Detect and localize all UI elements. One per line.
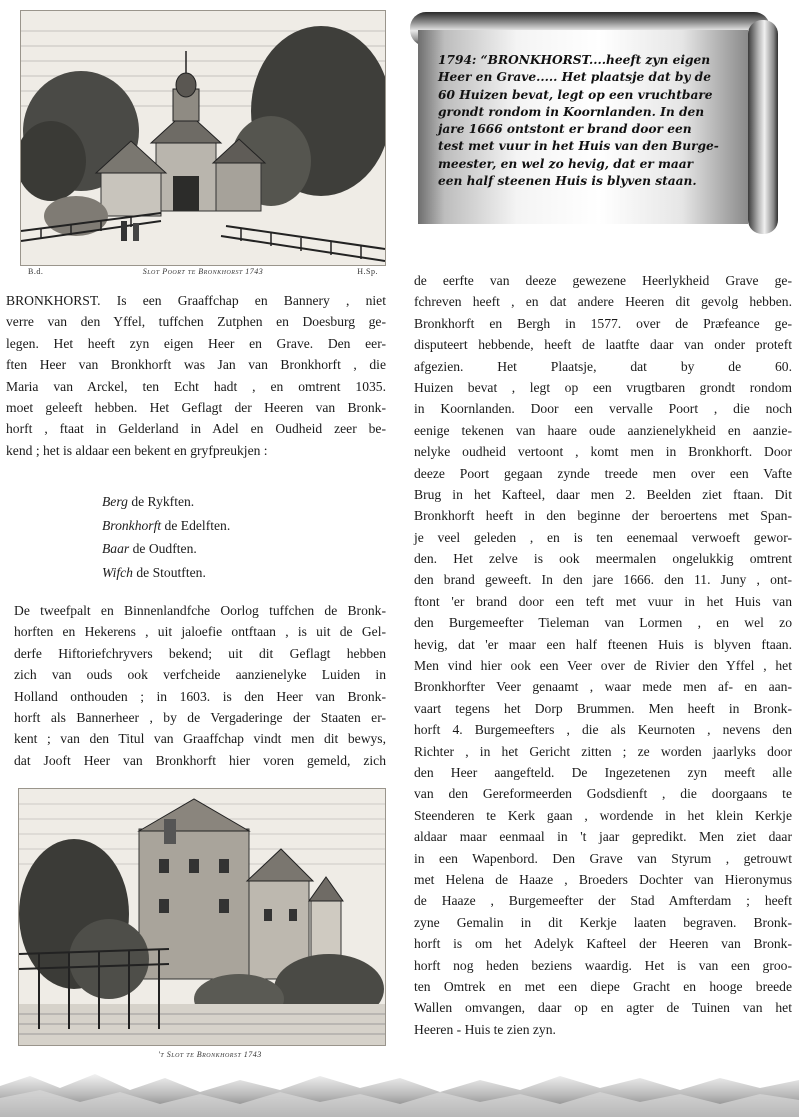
- text-line: Huizen bevat , legt op een vrugtbaren grondt rondom: [414, 379, 792, 395]
- text-line: horft , ftaat in Gelderland in Adel en Oudheid zeer be-: [6, 421, 386, 437]
- text-line: Maria van Arckel, ten Echt hadt , en omtrent 1035.: [6, 378, 386, 394]
- text-line: de eerfte van deeze gewezene Heerlykheid Grave ge-: [414, 273, 792, 288]
- scroll-line: test met vuur in het Huis van den Burge-: [438, 139, 719, 154]
- scroll-line: Heer en Grave..... Het plaatsje dat by de: [438, 70, 711, 85]
- motto-name: Wifch: [102, 564, 133, 580]
- text-line: Heeren - Huis te zien zyn.: [414, 1021, 556, 1037]
- scroll-line: 1794: “BRONKHORST....heeft zyn eigen: [438, 53, 711, 67]
- motto-name: Berg: [102, 494, 128, 509]
- motto-verse: [102, 490, 230, 584]
- text-line: nelyke oudheid vertoont , komt men in Bronkhorft. Door: [414, 444, 792, 460]
- scroll-line: grondt rondom in Koornlanden. In den: [438, 104, 705, 119]
- text-line: verre van den Yffel, tuffchen Zutphen en Doesburg ge-: [6, 314, 386, 330]
- text-line: eenige tekenen van haare oude aanzienelykheid en aanzie-: [414, 422, 792, 438]
- motto-rest: de Oudften.: [129, 541, 197, 556]
- motto-rest: de Edelften.: [161, 517, 231, 533]
- motto-name: Bronkhorft: [102, 517, 162, 533]
- text-line: in een Wapenbord. Den Grave van Styrum , getrouwt: [414, 850, 792, 866]
- text-line: den Burgemeefter Tieleman van Lormen , en wel zo: [414, 615, 792, 631]
- torn-paper-edge: [0, 1068, 799, 1117]
- text-line: Brug in het Kafteel, daar men 2. Beelden ziet ftaan. Dit: [414, 486, 792, 502]
- left-column-paragraph-1: [6, 290, 386, 461]
- text-line: Men vind hier ook een Veer over de Rivier den Yffel , het: [414, 658, 792, 674]
- text-line: BRONKHORST. Is een Graaffchap en Bannery , niet: [6, 293, 386, 308]
- text-line: den Heer aangefteld. De Ingezetenen zyn meeft alle: [414, 764, 792, 780]
- caption-title: 't Slot te Bronkhorst 1743: [158, 1050, 262, 1059]
- text-line: disputeert hebbende, heeft de laatfte daar van onder proteft: [414, 337, 792, 353]
- text-line: van den Gereformeerden Godsdienft , die doorgaans te: [414, 786, 792, 802]
- text-line: afgezien. Het Plaatsje, dat by de 60.: [414, 358, 792, 374]
- scroll-roll-right: [748, 20, 778, 234]
- left-column-paragraph-2: [14, 600, 386, 771]
- caption-left: B.d.: [28, 267, 44, 276]
- scroll-line: meester, en wel zo hevig, dat er maar: [438, 156, 694, 171]
- text-line: in Koornlanden. Door een vervalle Poort , die noch: [414, 401, 792, 417]
- text-line: aldaar maar eenmaal in 't jaar gepredikt. Men ziet daar: [414, 829, 792, 845]
- text-line: de Haaze , Burgemeefter der Stad Amfterdam ; heeft: [414, 893, 792, 909]
- text-line: horft als Bannerheer , by de Vergaderinge der Staaten er-: [14, 709, 386, 725]
- text-line: ten Omtrek en met een diepe Gracht en hooge breede: [414, 978, 792, 994]
- text-line: horft is om het Adelyk Kafteel der Heeren van Bronk-: [414, 936, 792, 952]
- engraving-top-caption: [28, 267, 378, 279]
- text-line: horft nog heden beziens waardig. Het is van een groo-: [414, 957, 792, 973]
- text-line: horft 4. Burgemeefters , die als Keurnoten , nevens den: [414, 722, 792, 738]
- text-line: Wallen omvangen, daar op en agter de Tuinen van het: [414, 1000, 792, 1016]
- engraving-bottom-caption: [80, 1050, 340, 1062]
- text-line: zyne Gemalin in dit Kerkje laaten begraven. Bronk-: [414, 914, 792, 930]
- text-line: den. Het zelve is ook meermalen ongelukkig omtrent: [414, 551, 792, 567]
- text-line: den brand geweeft. In den jare 1666. den 11. Juny , ont-: [414, 572, 792, 588]
- text-line: deeze Poort gegaan zynde treede men over een Vafte: [414, 465, 792, 481]
- text-line: kend ; het is aldaar een bekent en gryfpreukjen :: [6, 442, 268, 458]
- caption-right: H.Sp.: [357, 267, 378, 276]
- motto-line: [102, 537, 230, 561]
- text-line: hevig, dat 'er maar een half fteenen Huis is blyven ftaan.: [414, 636, 792, 652]
- engraving-slot-bronkhorst: [18, 788, 386, 1046]
- text-line: met Helena de Haaze , Broeders Dochter van Hieronymus: [414, 871, 792, 887]
- castle-illustration: [19, 789, 385, 1045]
- text-line: Steenderen te Kerk gaan , wordende in het klein Kerkje: [414, 807, 792, 823]
- text-line: vaart tegens het Dorp Brummen. Men heeft in Bronk-: [414, 700, 792, 716]
- scroll-quote-text: [438, 52, 746, 190]
- motto-rest: de Rykften.: [127, 494, 195, 509]
- text-line: ften Heer van Bronkhorft was Jan van Bronkhorft , die: [6, 357, 386, 373]
- scroll-line: 60 Huizen bevat, legt op een vruchtbare: [438, 87, 713, 102]
- text-line: kent ; van den Titul van Graaffchap vindt men dit bewys,: [14, 731, 386, 747]
- text-line: zich van ouds ook verfcheide aanzienelyke Luiden in: [14, 667, 386, 683]
- motto-name: Baar: [102, 541, 130, 556]
- text-line: Holland onthouden ; in 1603. is den Heer van Bronk-: [14, 688, 386, 704]
- motto-line: [102, 490, 230, 514]
- gatehouse-illustration: [21, 11, 385, 265]
- text-line: dat Jooft Heer van Bronkhorft hier voren gemeld, zich: [14, 752, 386, 768]
- motto-line: [102, 561, 230, 585]
- text-line: De tweefpalt en Binnenlandfche Oorlog tuffchen de Bronk-: [14, 603, 386, 618]
- motto-line: [102, 514, 230, 538]
- text-line: Richter , in het Gericht zitten ; ze worden jaarlyks door: [414, 743, 792, 759]
- engraving-slot-poort: [20, 10, 386, 266]
- text-line: Bronkhorfter Veer genaamt , waar mede men af- en aan-: [414, 679, 792, 695]
- text-line: fchreven heeft , en dat andere Heeren dit gevolg hebben.: [414, 294, 792, 310]
- text-line: derfe Hiftoriefchryvers bekend; uit dit Geflagt hebben: [14, 645, 386, 661]
- text-line: Bronkhorft heeft in den beginne der beroertens met Span-: [414, 508, 792, 524]
- text-line: moet geleeft hebben. Het Geflagt der Heeren van Bronk-: [6, 399, 386, 415]
- caption-title: Slot Poort te Bronkhorst 1743: [142, 267, 264, 276]
- text-line: Bronkhorft en Bergh in 1577. over de Præfeance ge-: [414, 315, 792, 331]
- motto-rest: de Stoutften.: [132, 564, 206, 580]
- text-line: legen. Het heeft zyn eigen Heer en Grave. Den eer-: [6, 335, 386, 351]
- text-line: horften en Hekerens , uit jaloefie ontftaan , is uit de Gel-: [14, 624, 386, 640]
- scroll-line: een half steenen Huis is blyven staan.: [438, 174, 697, 189]
- text-line: ftont 'er brand door een teft met vuur in het Huis van: [414, 593, 792, 609]
- scroll-line: jare 1666 ontstont er brand door een: [438, 122, 692, 137]
- text-line: je veel geleden , en is ten eenemaal verwoeft gewor-: [414, 529, 792, 545]
- right-column: [414, 270, 792, 1040]
